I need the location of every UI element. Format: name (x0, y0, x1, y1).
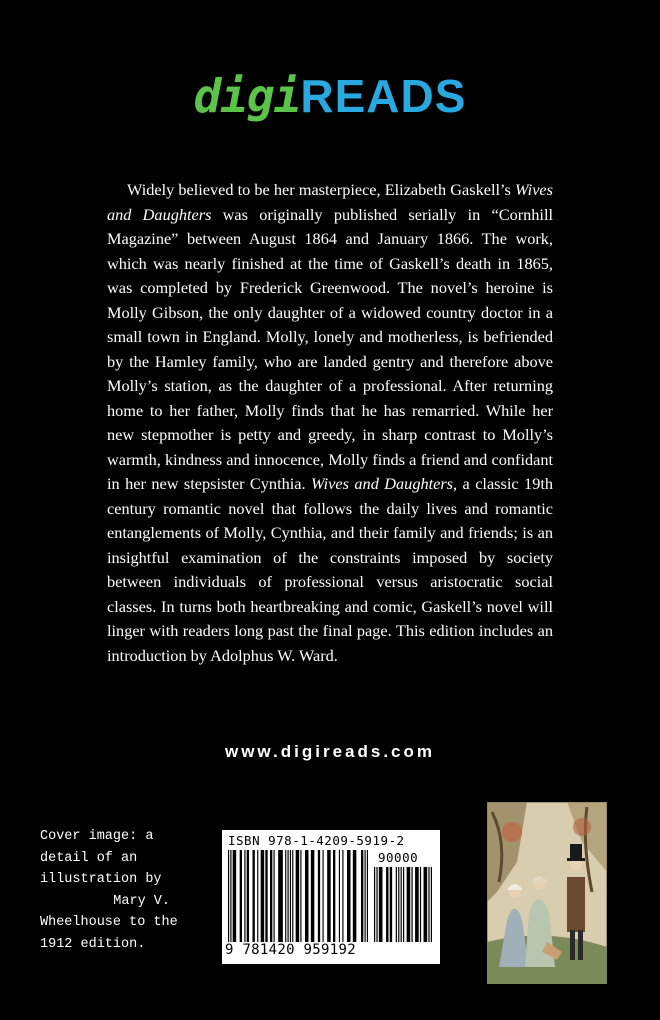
publisher-logo (0, 66, 660, 127)
barcode-bar (401, 867, 402, 942)
barcode-bar (285, 850, 286, 942)
barcode-bar (257, 850, 258, 942)
barcode-bar (403, 867, 404, 942)
barcode-bar (367, 850, 368, 942)
barcode-bar (333, 850, 335, 942)
barcode-bar (420, 867, 421, 942)
credit-line: Cover image: a (40, 829, 154, 844)
book-title-1: Wives and Daughters (107, 180, 553, 224)
barcode-bar (386, 867, 388, 942)
credit-line: 1912 edition. (40, 936, 146, 952)
barcode-bar (398, 867, 399, 942)
barcode-bar (415, 867, 419, 942)
credit-line: illustration by (40, 872, 162, 887)
barcode-addon-bars (374, 867, 434, 942)
credit-line: detail of an (40, 850, 138, 866)
barcode-bar (318, 850, 320, 942)
barcode-bar (353, 850, 357, 942)
barcode-bar (339, 850, 340, 942)
barcode-addon-digits: 90000 (378, 850, 419, 865)
publisher-website[interactable]: www.digireads.com (224, 742, 436, 761)
barcode-bar (244, 850, 245, 942)
barcode-bar (300, 850, 301, 942)
book-title-2: Wives and Daughters (311, 474, 454, 493)
barcode-bar (428, 867, 429, 942)
barcode-bar (376, 867, 377, 942)
barcode-bar (411, 867, 412, 942)
barcode-bar (342, 850, 343, 942)
barcode-bar (290, 850, 291, 942)
barcode-bar (390, 867, 392, 942)
credit-line: Wheelhouse to the (40, 915, 178, 930)
barcode-bar (253, 850, 255, 942)
barcode-bar (278, 850, 283, 942)
cover-image-credit (40, 826, 200, 955)
blurb-part-3: , a classic 19th century romantic novel that follows the daily lives and romantic entanglements of Molly, Cynthia, and their family and friends; is an insightful examination of the constraints imposed by society between individuals of professional versus aristocratic social classes. In turns both heartbreaking and comic, Gaskell’s novel will linger with readers long past the final page. This edition includes an introduction by Adolphus W. Ward. (107, 474, 553, 665)
barcode-bar (323, 850, 324, 942)
blurb-part-1: Widely believed to be her masterpiece, Elizabeth Gaskell’s (127, 180, 516, 199)
barcode-bar (288, 850, 289, 942)
barcode-bar (240, 850, 242, 942)
isbn-barcode (222, 830, 440, 964)
barcode-bar (379, 867, 383, 942)
logo-reads-text: READS (300, 70, 467, 122)
logo-digi-text: digi (193, 69, 301, 123)
cover-illustration-thumbnail (487, 802, 607, 984)
barcode-bar (296, 850, 300, 942)
barcode-bars (228, 850, 368, 942)
barcode-bar (347, 850, 351, 942)
barcode-bar (274, 850, 275, 942)
barcode-bar (365, 850, 366, 942)
book-description (107, 178, 553, 668)
barcode-bar (407, 867, 411, 942)
credit-line: Mary V. (113, 893, 170, 909)
barcode-bar (265, 850, 267, 942)
barcode-bar (374, 867, 375, 942)
barcode-bar (327, 850, 331, 942)
blurb-part-2: was originally published serially in “Cornhill Magazine” between August 1864 and January 1866. The work, which was nearly finished at the time of Gaskell’s death in 1865, was completed by Frederick Greenwood. The novel’s heroine is Molly Gibson, the only daughter of a widowed country doctor in a small town in England. Molly, lonely and motherless, is befriended by the Hamley family, who are landed gentry and therefore above Molly’s station, as the daughter of a professional. After returning home to her father, Molly finds that he has remarried. While her new stepmother is petty and greedy, in sharp contrast to Molly’s warmth, kindness and innocence, Molly finds a friend and confidant in her new stepsister Cynthia. (107, 204, 553, 493)
barcode-bar (261, 850, 265, 942)
ean-digits: 9 781420 959192 (225, 942, 356, 958)
barcode-bar (431, 867, 432, 942)
barcode-bar (292, 850, 293, 942)
barcode-bar (233, 850, 237, 942)
barcode-bar (396, 867, 397, 942)
barcode-bar (270, 850, 272, 942)
isbn-label: ISBN 978-1-4209-5919-2 (228, 833, 405, 848)
barcode-bar (228, 850, 229, 942)
barcode-bar (311, 850, 315, 942)
barcode-bar (247, 850, 249, 942)
barcode-bar (361, 850, 363, 942)
barcode-bar (305, 850, 309, 942)
barcode-bar (424, 867, 428, 942)
barcode-bar (230, 850, 231, 942)
